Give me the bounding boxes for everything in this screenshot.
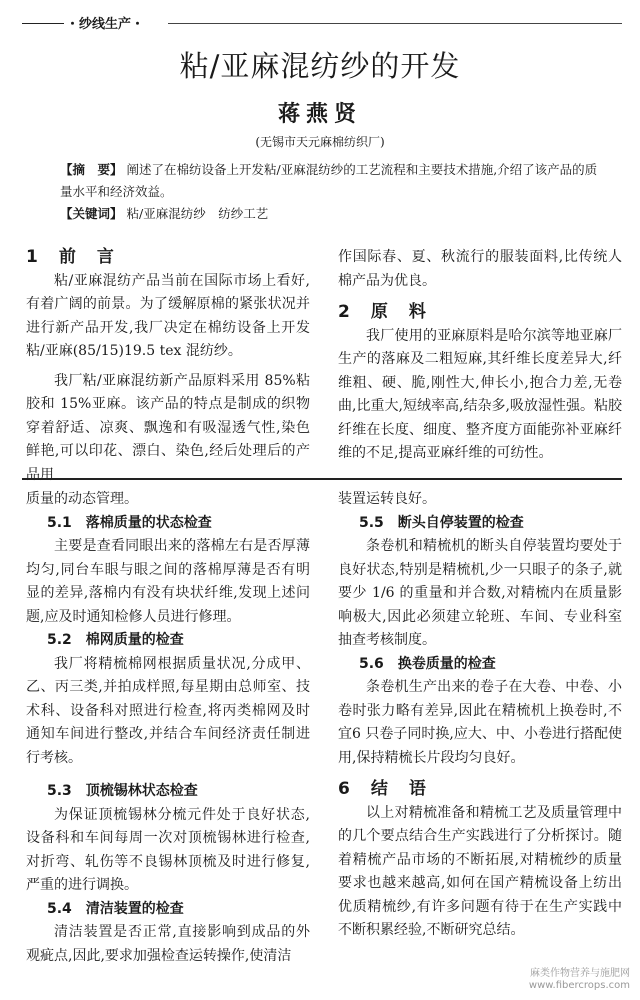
para-5-1: 主要是查看同眼出来的落棉左右是否厚薄均匀,同台车眼与眼之间的落棉厚薄是否有明显的差异,落棉内有没有块状纤维,发现上述问题,应及时通知检修人员进行修理。 <box>26 538 310 625</box>
para-5-3: 为保证顶梳锡林分梳元件处于良好状态,设备科和车间每周一次对顶梳锡林进行检查,对折弯、轧伤等不良锡林顶梳及时进行修复,严重的进行调换。 <box>26 806 310 893</box>
para-5-4: 清洁装置是否正常,直接影响到成品的外观疵点,因此,要求加强检查运转操作,使清洁 <box>26 924 310 964</box>
quality-para-continued: 质量的动态管理。 <box>26 491 138 507</box>
abstract-block <box>60 159 600 225</box>
article-affiliation: (无锡市天元麻棉纺织厂) <box>255 135 385 149</box>
cleaning-para-continued: 装置运转良好。 <box>338 491 436 507</box>
heading-5-3: 5.3 顶梳锡林状态检查 <box>47 783 198 799</box>
para-5-5: 条卷机和精梳机的断头自停装置均要处于良好状态,特别是精梳机,少一只眼子的条子,就要少 1/6 的重量和并合数,对精梳内在质量影响极大,因此必须建立轮班、车间、专业科室抽查考核制度。 <box>338 538 622 648</box>
intro-para-2: 我厂粘/亚麻混纺新产品原料采用 85%粘胶和 15%亚麻。该产品的特点是制成的织物穿着舒适、凉爽、飘逸和有吸湿透气性,染色鲜艳,可以印花、漂白、染色,经后处理后的产品用 <box>26 372 310 483</box>
article-author: 蒋燕贤 <box>277 101 362 127</box>
heading-5-4: 5.4 清洁装置的检查 <box>47 900 184 917</box>
site-watermark <box>529 968 630 992</box>
heading-5-5: 5.5 断头自停装置的检查 <box>359 514 524 531</box>
keywords-text: 粘/亚麻混纺纱 纺纱工艺 <box>126 206 269 221</box>
heading-introduction: 1 前 言 <box>26 247 116 267</box>
abstract-para <box>60 159 600 203</box>
abstract-text: 阐述了在棉纺设备上开发粘/亚麻混纺纱的工艺流程和主要技术措施,介绍了该产品的质量水平和经济效益。 <box>60 162 598 199</box>
materials-para: 我厂使用的亚麻原料是哈尔滨等地亚麻厂生产的落麻及二粗短麻,其纤维长度差异大,纤维粗、硬、脆,刚性大,伸长小,抱合力差,无卷曲,比重大,短绒率高,结杂多,吸放湿性强。粘胶纤维在长度、细度、整齐度方面能弥补亚麻纤维的不足,提高亚麻纤维的可纺性。 <box>338 327 622 461</box>
article-title: 粘/亚麻混纺纱的开发 <box>179 49 461 83</box>
para-5-2: 我厂将精梳棉网根据质量状况,分成甲、乙、丙三类,并拍成样照,每星期由总师室、技术科、设备科对照进行检查,将丙类棉网及时通知车间进行整改,并结合车间经济责任制进行考核。 <box>26 655 310 766</box>
keywords-label: 【关键词】 <box>60 206 123 221</box>
conclusion-para: 以上对精梳准备和精梳工艺及质量管理中的几个要点结合生产实践进行了分析探讨。随着精梳产品市场的不断拓展,对精梳纱的质量要求也越来越高,如何在国产精梳设备上纺出优质精梳纱,有许多问题有待于在生产实践中不断积累经验,不断研究总结。 <box>338 804 622 938</box>
top-left-column <box>26 246 310 487</box>
header-rule-right <box>168 23 622 24</box>
page-divider <box>22 478 622 480</box>
heading-5-2: 5.2 棉网质量的检查 <box>47 632 184 648</box>
watermark-line-2: www.fibercrops.com <box>528 980 630 991</box>
heading-conclusion: 6 结 语 <box>338 779 428 799</box>
bottom-right-column <box>338 488 622 943</box>
bottom-left-column <box>26 488 310 968</box>
heading-5-6: 5.6 换卷质量的检查 <box>359 655 496 672</box>
intro-para-1: 粘/亚麻混纺产品当前在国际市场上看好,有着广阔的前景。为了缓解原棉的紧张状况并进行新产品开发,我厂决定在棉纺设备上开发粘/亚麻(85/15)19.5 tex 混纺纱。 <box>26 272 310 359</box>
keywords-para <box>60 203 600 225</box>
intro-para-continued: 作国际春、夏、秋流行的服装面料,比传统人棉产品为优良。 <box>338 249 622 289</box>
para-5-6: 条卷机生产出来的卷子在大卷、中卷、小卷时张力略有差异,因此在精梳机上换卷时,不宜6 只卷子同时换,应大、中、小卷进行搭配使用,保持精梳长片段均匀良好。 <box>338 679 622 766</box>
header-rule-left <box>22 23 64 24</box>
watermark-line-1: 麻类作物营养与施肥网 <box>530 968 630 979</box>
abstract-label: 【摘 要】 <box>60 162 123 177</box>
top-right-column <box>338 246 622 466</box>
section-tag: ・纱线生产・ <box>66 17 145 32</box>
heading-materials: 2 原 料 <box>338 302 428 322</box>
heading-5-1: 5.1 落棉质量的状态检查 <box>47 514 212 531</box>
